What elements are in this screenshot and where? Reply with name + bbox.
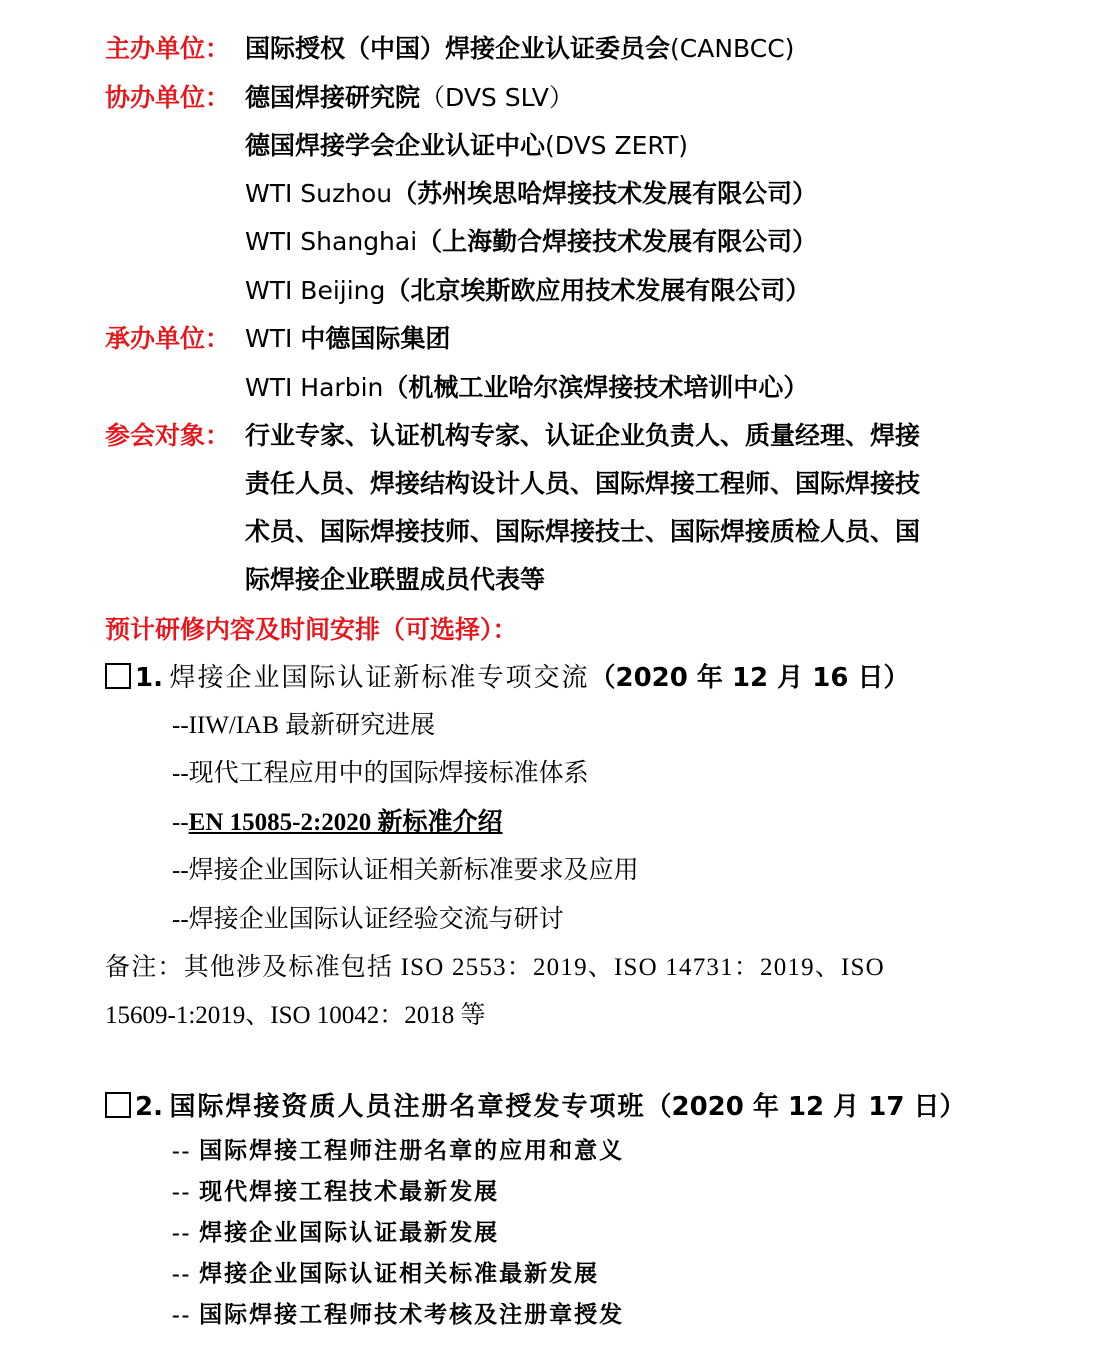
co-host-abbr: （DVS SLV） xyxy=(420,83,574,112)
section2-item: -- 现代焊接工程技术最新发展 xyxy=(172,1179,500,1204)
section1-item: --EN 15085-2:2020 新标准介绍 xyxy=(172,809,503,836)
participants-label: 参会对象： xyxy=(105,421,231,450)
section2-item: -- 焊接企业国际认证相关标准最新发展 xyxy=(172,1261,600,1286)
en15085-link-text: EN 15085-2:2020 新标准介绍 xyxy=(188,809,503,836)
co-host-item: WTI Suzhou（苏州埃思哈焊接技术发展有限公司） xyxy=(245,179,818,208)
section1-date: （2020 年 12 月 16 日） xyxy=(589,663,910,693)
host-label: 主办单位： xyxy=(105,34,231,63)
section2-item: -- 国际焊接工程师技术考核及注册章授发 xyxy=(172,1302,625,1327)
section2-title: 国际焊接资质人员注册名章授发专项班 xyxy=(169,1092,646,1121)
co-host-item: WTI Shanghai（上海勤合焊接技术发展有限公司） xyxy=(245,227,818,256)
organizer-row: 承办单位： WTI 中德国际集团 xyxy=(105,315,1040,363)
section2-item: -- 焊接企业国际认证最新发展 xyxy=(172,1220,500,1245)
participants-text: 行业专家、认证机构专家、认证企业负责人、质量经理、焊接 责任人员、焊接结构设计人员、国际焊接工程师、国际焊接技 术员、国际焊接技师、国际焊接技士、国际焊接质检人员、国 际焊接企业联盟成员代表等 xyxy=(245,421,921,594)
section1-title: 焊接企业国际认证新标准专项交流 xyxy=(169,663,590,692)
section2-number: 2. xyxy=(135,1092,163,1122)
section1-note: 备注：其他涉及标准包括 ISO 2553：2019、ISO 14731：2019、ISO 15609-1:2019、ISO 10042：2018 等 xyxy=(105,954,885,1029)
host-name: 国际授权（中国）焊接企业认证委员会 xyxy=(245,34,671,63)
section1-header xyxy=(105,654,909,702)
section1-item: --焊接企业国际认证经验交流与研讨 xyxy=(172,906,564,933)
host-abbr: (CANBCC) xyxy=(670,34,795,63)
section1-number: 1. xyxy=(135,663,163,693)
organizer-label: 承办单位： xyxy=(105,324,231,353)
section1-item: --IIW/IAB 最新研究进展 xyxy=(172,712,436,739)
section2-item: -- 国际焊接工程师注册名章的应用和意义 xyxy=(172,1138,625,1163)
organizer-item: WTI Harbin（机械工业哈尔滨焊接技术培训中心） xyxy=(245,373,809,402)
section1-item: --现代工程应用中的国际焊接标准体系 xyxy=(172,760,589,787)
section1-item: --焊接企业国际认证相关新标准要求及应用 xyxy=(172,857,639,884)
schedule-heading: 预计研修内容及时间安排（可选择）： xyxy=(105,615,518,644)
section2-header xyxy=(105,1083,965,1131)
co-host-label: 协办单位： xyxy=(105,83,231,112)
co-host-row xyxy=(105,74,1040,122)
co-host-name: 德国焊接研究院 xyxy=(245,83,421,112)
section1-checkbox[interactable] xyxy=(105,663,131,689)
co-host-item: 德国焊接学会企业认证中心(DVS ZERT) xyxy=(245,131,688,160)
co-host-item: WTI Beijing（北京埃斯欧应用技术发展有限公司） xyxy=(245,276,811,305)
host-row xyxy=(105,25,1040,73)
section2-date: （2020 年 12 月 17 日） xyxy=(645,1092,966,1122)
section2-checkbox[interactable] xyxy=(105,1092,131,1118)
